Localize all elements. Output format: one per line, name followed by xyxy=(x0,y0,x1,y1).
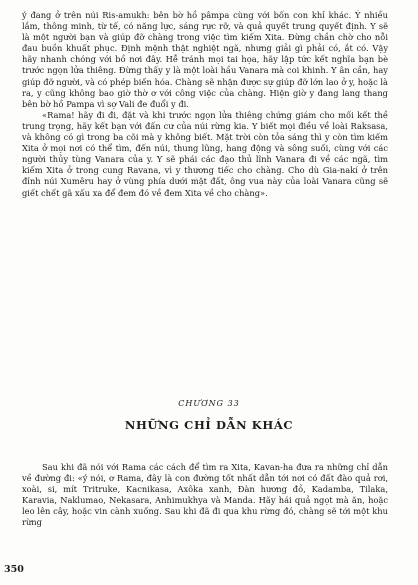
page-number: 350 xyxy=(4,564,24,575)
paragraph: Sau khi đã nói với Rama các cách để tìm ra Xita, Kavan-ha đưa ra những chỉ dẫn về đường đi: «ý nói, ơ Rama, đây là con đường tốt nhất dẫn tới nơi có đất đào quả rơi, xoài, si, mít Tritruke, Kacnikasa, Axôka xanh, Đàn hương đỏ, Kadamba, Tilaka, Karavia, Naklumao, Nekasara, Anhimukhya và Manda. Hãy hái quả ngọt mà ăn, hoặc leo lên cây, hoặc vin cành xuống. Sau khi đã đi qua khu rừng đó, chàng sẽ tới một khu rừng xyxy=(22,462,388,528)
paragraph: ý đang ở trên núi Ris-amukh: bên bờ hồ pâmpa cùng với bốn con khỉ khác. Ý nhiều lắm, thông minh, từ tế, có năng lực, sáng rực rỡ, và quả quyết trung quyết định. Y sẽ là một người bạn và giúp đỡ chàng trong việc tìm kiếm Xita. Đừng chần chờ cho nỗi đau buồn khuất phục. Định mệnh thật nghiệt ngã, nhưng giải gì phải có, ắt có. Vậy hãy nhanh chóng với bồ nơi đây. Hễ tránh mọi tai họa, hãy lập tức kết nghĩa bạn bè trước ngọn lửa thiêng. Đừng thấy y là một loài hầu Vanara mà coi khinh. Y ân cần, hay giúp đỡ người, và có phép biến hóa. Chàng sẽ nhận được sự giúp đỡ lớn lao ở y, hoặc là ra, y cũng không bao giờ thờ ơ với công việc của chàng. Hiện giờ y đang lang thang bên bờ hồ Pampa vì sợ Vali đe đuổi y đi. xyxy=(22,10,388,109)
bottom-text-block xyxy=(22,462,388,529)
chapter-title: NHỮNG CHỈ DẪN KHÁC xyxy=(124,418,294,432)
top-text-block xyxy=(22,10,388,199)
paragraph: «Rama! hãy đi đi, đặt và khi trước ngọn lửa thiêng chứng giám cho mối kết thề trung trọng, hãy kết bạn với đấn cư của núi rừng kia. Y biết mọi điều về loài Raksasa, và không có gì trong ba cõi mà y không biết. Mặt trời còn tỏa sáng thì y còn tìm kiếm Xita ở mọi nơi có thể tìm, đến núi, thung lũng, hang động và sông suối, cùng với các người thủy tùng Vanara của y. Y sẽ phái các đạo thủ lĩnh Vanara đi về các ngã, tìm kiếm Xita ở trong cung Ravana, vì y thương tiếc cho chàng. Cho dù Gia-nakí ở trên đỉnh núi Xumêru hay ở vùng phía dưới mặt đất, ông vua này của loài Vanara cũng sẽ giết chết gã xấu xa để đem đó về đem Xita về cho chàng». xyxy=(22,109,388,198)
chapter-label: CHƯƠNG 33 xyxy=(178,399,240,408)
